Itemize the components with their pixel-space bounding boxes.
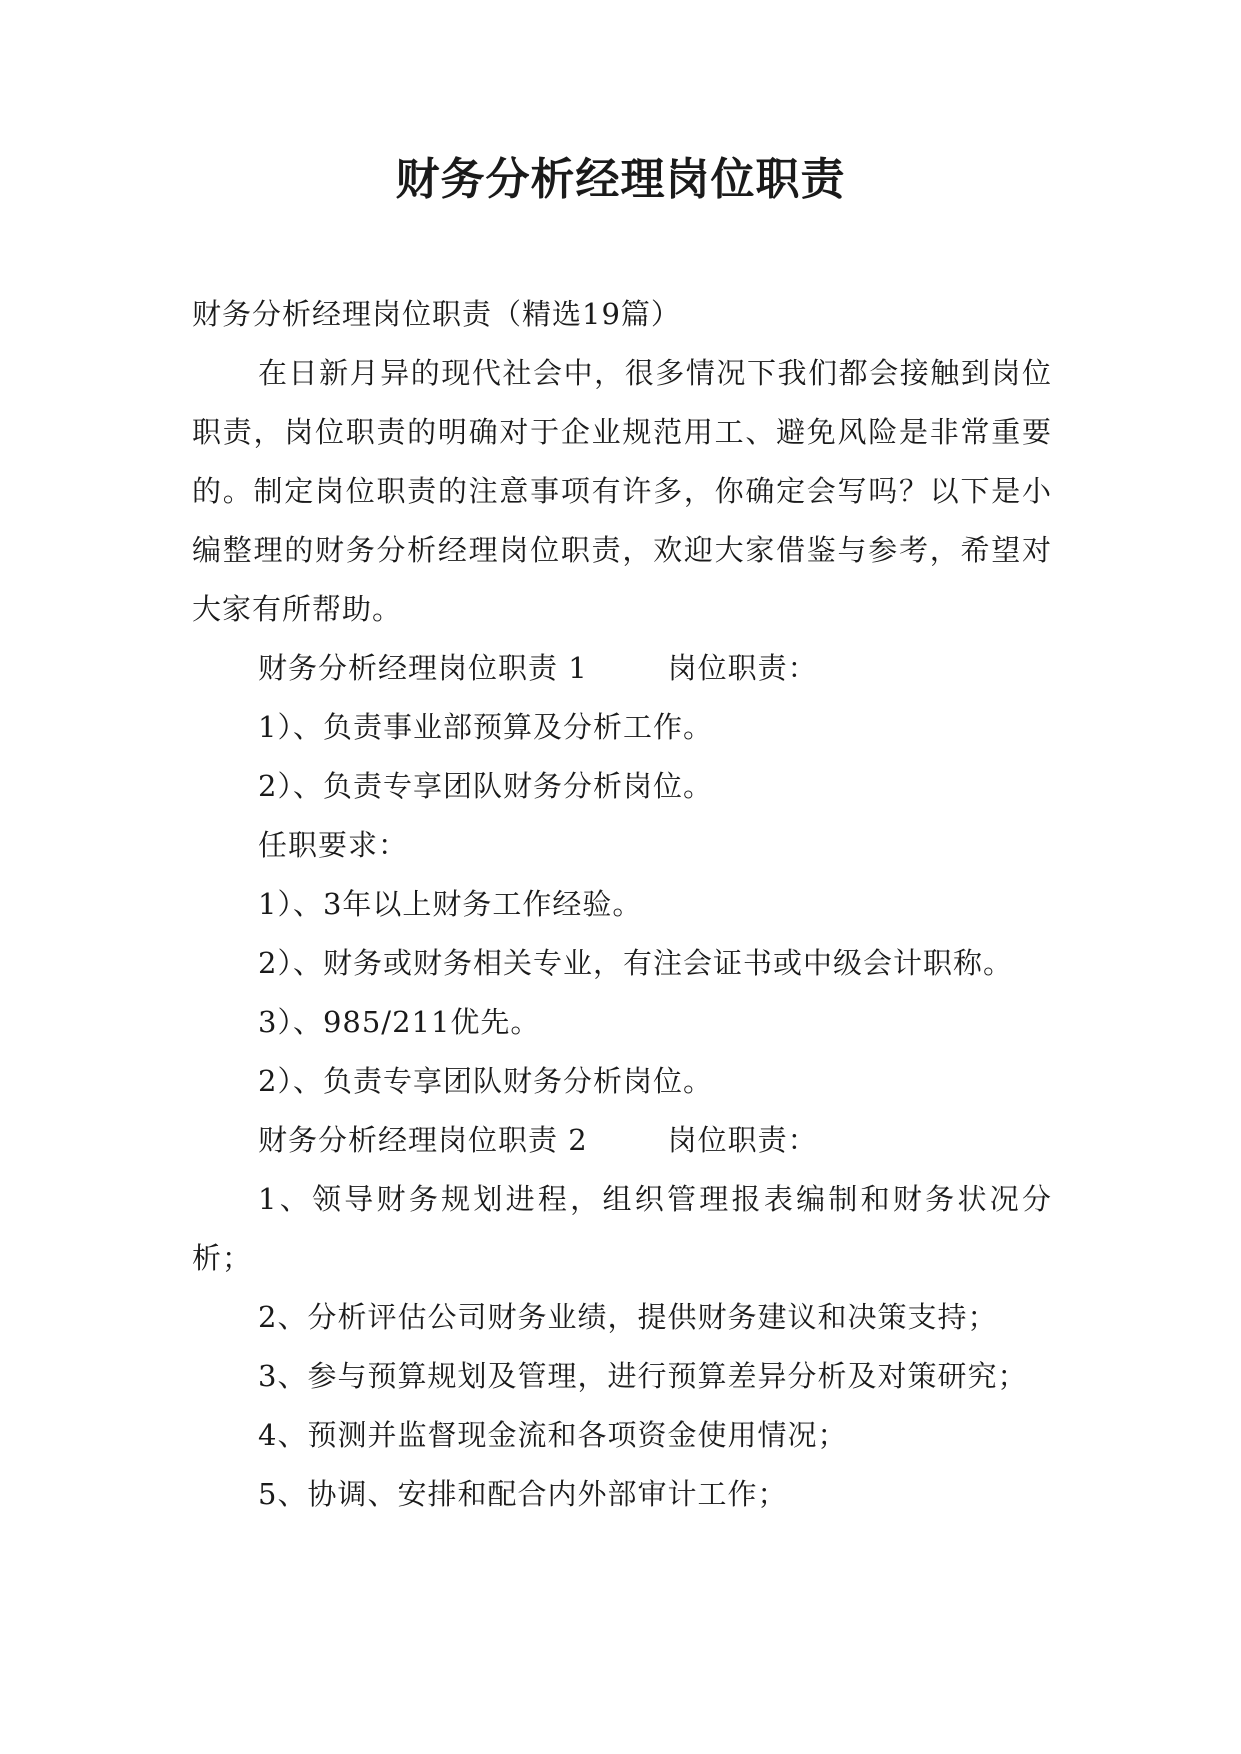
section-1-requirements-label: 任职要求： [258,828,409,862]
section-2-heading-line [192,1111,1052,1170]
document-title: 财务分析经理岗位职责 [395,154,846,205]
section-1-requirement-item: 3）、985/211优先。 [258,1005,541,1039]
section-1-requirement-item: 2）、负责专享团队财务分析岗位。 [258,1064,713,1098]
section-2-duty-item: 4、预测并监督现金流和各项资金使用情况； [258,1418,848,1452]
section-2-duty-label: 岗位职责： [667,1123,818,1157]
section-2-duty-item: 3、参与预算规划及管理，进行预算差异分析及对策研究； [258,1359,1028,1393]
section-2-heading: 财务分析经理岗位职责 2 [258,1123,588,1157]
document-subtitle: 财务分析经理岗位职责（精选19篇） [192,297,681,331]
document-body [192,285,1052,1524]
section-2-duty-item: 1、领导财务规划进程，组织管理报表编制和财务状况分析； [192,1182,1052,1275]
section-2-duty-item: 5、协调、安排和配合内外部审计工作； [258,1477,788,1511]
section-1-heading: 财务分析经理岗位职责 1 [258,651,588,685]
intro-paragraph: 在日新月异的现代社会中，很多情况下我们都会接触到岗位职责，岗位职责的明确对于企业规范用工、避免风险是非常重要的。制定岗位职责的注意事项有许多，你确定会写吗？以下是小编整理的财务分析经理岗位职责，欢迎大家借鉴与参考，希望对大家有所帮助。 [192,356,1052,626]
section-1-heading-line [192,639,1052,698]
section-1-duty-label: 岗位职责： [667,651,818,685]
section-1-duty-item: 1）、负责事业部预算及分析工作。 [258,710,713,744]
section-1-duty-item: 2）、负责专享团队财务分析岗位。 [258,769,713,803]
section-1-requirement-item: 1）、3年以上财务工作经验。 [258,887,643,921]
section-1-requirement-item: 2）、财务或财务相关专业，有注会证书或中级会计职称。 [258,946,1013,980]
section-2-duty-item: 2、分析评估公司财务业绩，提供财务建议和决策支持； [258,1300,998,1334]
